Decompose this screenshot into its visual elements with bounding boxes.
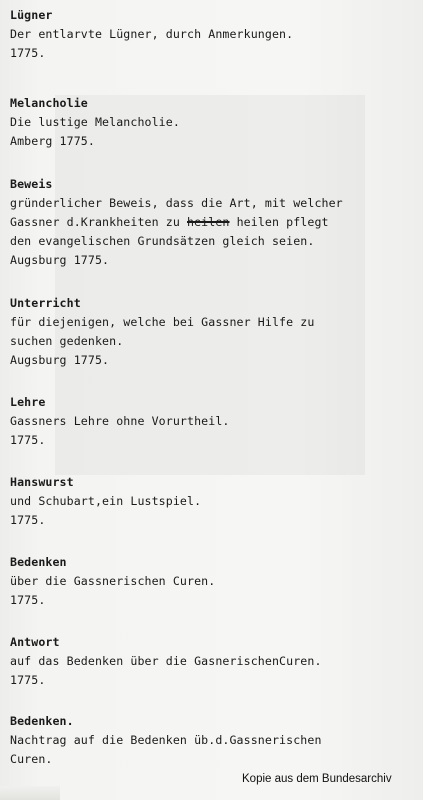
entry-line: über die Gassnerischen Curen. bbox=[10, 574, 216, 588]
entry-line-with-correction bbox=[10, 213, 415, 232]
entry-heading: Lehre bbox=[10, 395, 46, 409]
entry-line: 1775. bbox=[10, 513, 46, 527]
entry-line: Curen. bbox=[10, 752, 53, 766]
entry-line: Der entlarvte Lügner, durch Anmerkungen. bbox=[10, 27, 294, 41]
entry-line: 1775. bbox=[10, 673, 46, 687]
entry-heading: Beweis bbox=[10, 177, 53, 191]
entry-line-text: Gassner d.Krankheiten zu bbox=[10, 215, 180, 229]
entry-antwort bbox=[10, 633, 415, 690]
entry-line: den evangelischen Grundsätzen gleich seien. bbox=[10, 234, 315, 248]
entry-heading: Antwort bbox=[10, 635, 60, 649]
entry-bedenken-nachtrag bbox=[10, 712, 415, 769]
entry-line: 1775. bbox=[10, 433, 46, 447]
entry-line: Nachtrag auf die Bedenken üb.d.Gassnerischen bbox=[10, 733, 322, 747]
entry-beweis bbox=[10, 175, 415, 270]
entry-heading: Melancholie bbox=[10, 96, 88, 110]
entry-hanswurst bbox=[10, 473, 415, 530]
entry-line: 1775. bbox=[10, 46, 46, 60]
entry-heading: Unterricht bbox=[10, 296, 81, 310]
archive-stamp: Kopie aus dem Bundesarchiv bbox=[242, 773, 392, 785]
entry-line: Die lustige Melancholie. bbox=[10, 115, 180, 129]
entry-line: Gassners Lehre ohne Vorurtheil. bbox=[10, 414, 230, 428]
entry-unterricht bbox=[10, 294, 415, 370]
entry-melancholie bbox=[10, 94, 415, 151]
entry-line: Augsburg 1775. bbox=[10, 353, 110, 367]
entry-heading: Hanswurst bbox=[10, 475, 74, 489]
entry-lehre bbox=[10, 393, 415, 450]
struck-word: heilen bbox=[187, 215, 230, 229]
entry-line: gründerlicher Beweis, dass die Art, mit welcher bbox=[10, 196, 343, 210]
entry-line: auf das Bedenken über die GasnerischenCuren. bbox=[10, 654, 322, 668]
entry-heading: Bedenken. bbox=[10, 714, 74, 728]
entry-list bbox=[10, 6, 415, 769]
entry-line: und Schubart,ein Lustspiel. bbox=[10, 494, 202, 508]
entry-heading: Lügner bbox=[10, 8, 53, 22]
entry-line: Amberg 1775. bbox=[10, 134, 95, 148]
entry-heading: Bedenken bbox=[10, 555, 67, 569]
entry-luegner bbox=[10, 6, 415, 63]
page-edge-shadow bbox=[0, 786, 60, 800]
entry-line: 1775. bbox=[10, 593, 46, 607]
entry-line: suchen gedenken. bbox=[10, 334, 124, 348]
entry-line: für diejenigen, welche bei Gassner Hilfe zu bbox=[10, 315, 315, 329]
entry-bedenken bbox=[10, 553, 415, 610]
entry-line-text: heilen pflegt bbox=[229, 215, 329, 229]
entry-line: Augsburg 1775. bbox=[10, 253, 110, 267]
